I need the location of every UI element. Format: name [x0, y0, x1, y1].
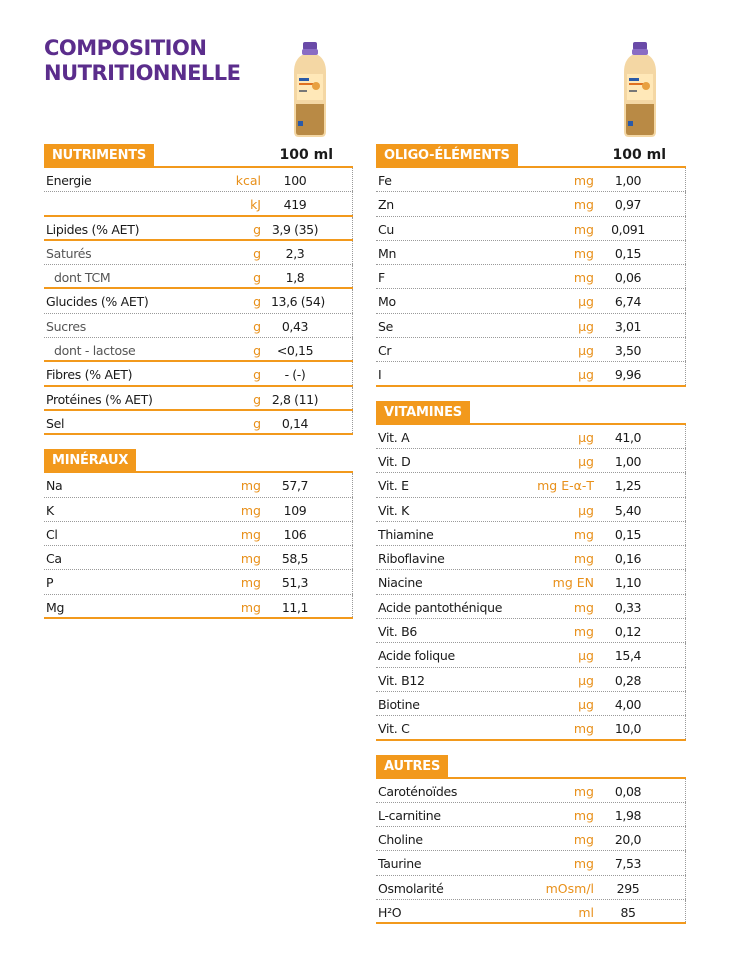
table-row: [376, 803, 686, 827]
nutrient-value: 2,3: [285, 245, 305, 261]
nutrient-value: 3,01: [614, 318, 642, 334]
mineraux-table: [44, 473, 353, 619]
table-row: [376, 265, 686, 289]
table-row: [376, 425, 686, 449]
nutrient-name: Na: [46, 478, 63, 494]
nutrient-value: 3,9 (35): [271, 221, 319, 237]
nutrient-value: 4,00: [614, 696, 642, 712]
table-row: [44, 387, 353, 411]
table-row: [44, 217, 353, 241]
nutrient-value: 10,0: [614, 721, 642, 737]
table-row: [376, 900, 686, 924]
nutrient-unit: mg: [573, 624, 594, 640]
table-row: [376, 876, 686, 900]
nutrient-unit: g: [253, 415, 261, 431]
table-row: [44, 289, 353, 313]
table-row: [44, 595, 353, 619]
nutrient-name: Acide folique: [378, 648, 455, 664]
nutrient-unit: mg: [240, 526, 261, 542]
title-line-1: COMPOSITION: [44, 36, 207, 60]
section-title: OLIGO-ÉLÉMENTS: [376, 144, 518, 168]
nutrient-unit: µg: [578, 502, 594, 518]
nutrient-name: Vit. E: [378, 478, 409, 494]
section-header-nutriments: [44, 144, 353, 168]
table-row: [376, 779, 686, 803]
nutrient-value: 11,1: [281, 599, 309, 615]
nutrient-name: Acide pantothénique: [378, 599, 503, 615]
section-title: VITAMINES: [376, 401, 470, 425]
table-row: [44, 498, 353, 522]
nutrient-name: Sucres: [46, 318, 86, 334]
nutrient-unit: mg: [573, 221, 594, 237]
nutrient-unit: mg E-α-T: [537, 478, 594, 494]
nutrient-name: Cl: [46, 526, 58, 542]
table-row: [44, 338, 353, 362]
nutrient-name: Vit. B6: [378, 624, 418, 640]
nutrient-unit: mg: [573, 807, 594, 823]
table-row: [376, 338, 686, 362]
nutrient-name: Mo: [378, 294, 396, 310]
nutrient-unit: mg: [573, 197, 594, 213]
nutrient-value: 0,16: [614, 551, 642, 567]
nutrient-value: 1,98: [614, 807, 642, 823]
nutrient-name: Taurine: [378, 856, 422, 872]
nutrient-name: Glucides (% AET): [46, 294, 149, 310]
page-title: [44, 36, 241, 86]
table-row: [376, 570, 686, 594]
nutrient-value: 0,43: [281, 318, 309, 334]
table-row: [44, 546, 353, 570]
nutrient-name: Vit. B12: [378, 672, 425, 688]
nutrient-value: 9,96: [614, 367, 642, 383]
nutriments-table: [44, 168, 353, 435]
nutrient-unit: mg: [573, 832, 594, 848]
nutrient-name: Lipides (% AET): [46, 221, 140, 237]
nutrient-unit: mg: [573, 599, 594, 615]
nutrient-value: 0,28: [614, 672, 642, 688]
nutrient-name: Choline: [378, 832, 423, 848]
nutrient-value: 109: [283, 502, 307, 518]
table-row: [376, 192, 686, 216]
nutrient-unit: mg EN: [552, 575, 594, 591]
nutrient-unit: ml: [578, 905, 594, 921]
nutrient-value: 295: [616, 880, 640, 896]
right-column: [376, 144, 686, 924]
section-title: AUTRES: [376, 755, 448, 779]
nutrient-unit: µg: [578, 648, 594, 664]
table-row: [44, 362, 353, 386]
nutrient-name: Riboflavine: [378, 551, 445, 567]
nutrient-value: 0,12: [614, 624, 642, 640]
nutrient-name: Saturés: [46, 245, 92, 261]
nutrient-unit: mg: [240, 478, 261, 494]
nutrient-unit: mOsm/l: [545, 880, 594, 896]
nutrient-unit: g: [253, 318, 261, 334]
section-header-autres: [376, 755, 686, 779]
nutrient-name: Biotine: [378, 696, 420, 712]
nutrient-name: Sel: [46, 415, 65, 431]
nutrient-value: 100: [283, 173, 307, 188]
section-header-oligo: [376, 144, 686, 168]
nutrient-unit: g: [253, 343, 261, 359]
nutrient-value: 1,25: [614, 478, 642, 494]
table-row: [376, 217, 686, 241]
nutrient-unit: µg: [578, 367, 594, 383]
nutrient-value: 85: [620, 905, 636, 921]
nutrient-unit: mg: [240, 551, 261, 567]
nutrient-name: Osmolarité: [378, 880, 444, 896]
autres-table: [376, 779, 686, 925]
nutrient-value: 20,0: [614, 832, 642, 848]
nutrient-name: Cu: [378, 221, 395, 237]
nutrient-name: L-carnitine: [378, 807, 441, 823]
nutrient-value: 1,10: [614, 575, 642, 591]
nutrient-name: Energie: [46, 173, 92, 188]
nutrient-unit: mg: [573, 856, 594, 872]
table-row: [376, 692, 686, 716]
nutrient-name: Protéines (% AET): [46, 391, 153, 407]
nutrient-name: Ca: [46, 551, 62, 567]
table-row: [44, 314, 353, 338]
table-row: [376, 716, 686, 740]
section-title: NUTRIMENTS: [44, 144, 154, 168]
nutrient-name: Cr: [378, 343, 392, 359]
table-row: [376, 851, 686, 875]
section-header-mineraux: [44, 449, 353, 473]
nutrient-name: F: [378, 270, 385, 286]
nutrient-unit: mg: [573, 721, 594, 737]
nutrient-unit: g: [253, 367, 261, 383]
nutrient-unit: kcal: [235, 173, 261, 188]
nutrient-name: Niacine: [378, 575, 423, 591]
table-row: [376, 522, 686, 546]
bottle-icon: [292, 42, 328, 138]
section-header-vitamines: [376, 401, 686, 425]
nutrient-value: 13,6 (54): [271, 294, 325, 310]
left-column: [44, 144, 353, 619]
nutrient-name: Se: [378, 318, 394, 334]
nutrient-value: 0,15: [614, 526, 642, 542]
nutrient-value: 1,00: [614, 173, 642, 188]
nutrient-value: 6,74: [614, 294, 642, 310]
vitamines-table: [376, 425, 686, 741]
nutrient-unit: kJ: [250, 197, 261, 213]
nutrient-value: 2,8 (11): [271, 391, 319, 407]
nutrient-value: 15,4: [614, 648, 642, 664]
table-row: [44, 473, 353, 497]
nutrient-name: P: [46, 575, 54, 591]
table-row: [376, 314, 686, 338]
nutrient-unit: mg: [240, 575, 261, 591]
nutrient-value: 51,3: [281, 575, 309, 591]
table-row: [376, 449, 686, 473]
table-row: [44, 192, 353, 216]
nutrient-unit: mg: [573, 245, 594, 261]
nutrient-value: 0,33: [614, 599, 642, 615]
nutrient-value: <0,15: [276, 343, 314, 359]
nutrient-unit: g: [253, 221, 261, 237]
nutrient-unit: mg: [240, 502, 261, 518]
nutrient-name: Fe: [378, 173, 392, 188]
table-row: [44, 570, 353, 594]
table-row: [376, 827, 686, 851]
nutrient-value: 58,5: [281, 551, 309, 567]
nutrient-name: Vit. K: [378, 502, 409, 518]
nutrient-unit: µg: [578, 429, 594, 445]
nutrient-name: Vit. C: [378, 721, 410, 737]
table-row: [44, 265, 353, 289]
nutrient-unit: mg: [573, 173, 594, 188]
nutrient-name: Caroténoïdes: [378, 783, 458, 799]
nutrient-unit: mg: [573, 270, 594, 286]
nutrient-value: 0,06: [614, 270, 642, 286]
nutrient-unit: mg: [573, 783, 594, 799]
table-row: [376, 473, 686, 497]
nutrient-value: 41,0: [614, 429, 642, 445]
table-row: [376, 619, 686, 643]
table-row: [376, 546, 686, 570]
nutrient-name: Mn: [378, 245, 397, 261]
table-row: [44, 522, 353, 546]
nutrient-value: 3,50: [614, 343, 642, 359]
nutrient-name: Thiamine: [378, 526, 434, 542]
nutrient-unit: mg: [573, 526, 594, 542]
nutrient-value: 106: [283, 526, 307, 542]
nutrient-unit: µg: [578, 294, 594, 310]
table-row: [376, 498, 686, 522]
nutrient-value: 7,53: [614, 856, 642, 872]
table-row: [376, 595, 686, 619]
column-header: 100 ml: [612, 147, 666, 163]
nutrient-name: H²O: [378, 905, 402, 921]
column-header: 100 ml: [279, 147, 333, 163]
nutrient-unit: mg: [240, 599, 261, 615]
title-line-2: NUTRITIONNELLE: [44, 61, 241, 85]
nutrient-unit: µg: [578, 696, 594, 712]
nutrient-unit: µg: [578, 343, 594, 359]
table-row: [376, 668, 686, 692]
table-row: [44, 241, 353, 265]
nutrient-unit: µg: [578, 672, 594, 688]
nutrient-value: - (-): [284, 367, 306, 383]
nutrient-name: Vit. A: [378, 429, 410, 445]
table-row: [376, 643, 686, 667]
nutrient-value: 0,15: [614, 245, 642, 261]
nutrient-name: dont - lactose: [54, 343, 136, 359]
nutrient-value: 1,00: [614, 453, 642, 469]
table-row: [44, 411, 353, 435]
nutrient-name: Fibres (% AET): [46, 367, 133, 383]
nutrient-name: Zn: [378, 197, 394, 213]
nutrient-value: 5,40: [614, 502, 642, 518]
nutrient-name: I: [378, 367, 382, 383]
bottle-icon: [622, 42, 658, 138]
nutrient-value: 419: [283, 197, 307, 213]
nutrient-unit: g: [253, 391, 261, 407]
table-row: [376, 289, 686, 313]
table-row: [376, 241, 686, 265]
nutrient-unit: µg: [578, 318, 594, 334]
nutrient-unit: mg: [573, 551, 594, 567]
nutrient-value: 0,14: [281, 415, 309, 431]
table-row: [376, 362, 686, 386]
nutrient-unit: g: [253, 245, 261, 261]
nutrient-value: 57,7: [281, 478, 309, 494]
nutrient-value: 0,091: [611, 221, 645, 237]
nutrient-name: Mg: [46, 599, 65, 615]
nutrient-value: 1,8: [285, 270, 305, 286]
oligo-table: [376, 168, 686, 387]
nutrient-name: dont TCM: [54, 270, 111, 286]
table-row: [44, 168, 353, 192]
nutrient-value: 0,97: [614, 197, 642, 213]
nutrient-name: K: [46, 502, 54, 518]
nutrient-value: 0,08: [614, 783, 642, 799]
nutrient-name: Vit. D: [378, 453, 411, 469]
section-title: MINÉRAUX: [44, 449, 136, 473]
nutrient-unit: g: [253, 294, 261, 310]
nutrient-unit: µg: [578, 453, 594, 469]
table-row: [376, 168, 686, 192]
nutrient-unit: g: [253, 270, 261, 286]
